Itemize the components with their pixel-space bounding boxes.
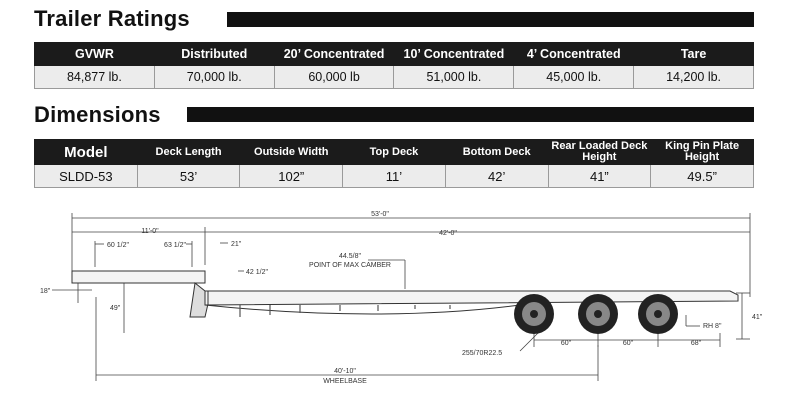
camber-value: 44.5/8" xyxy=(339,253,361,260)
wheelbase-value: 40'-10" xyxy=(334,368,356,375)
ratings-header-10-concentrated: 10’ Concentrated xyxy=(394,43,514,66)
dim-rh: RH 8" xyxy=(703,323,722,330)
ratings-value-gvwr: 84,877 lb. xyxy=(35,66,155,89)
dimensions-header-model: Model xyxy=(35,140,138,165)
ratings-header-tare: Tare xyxy=(634,43,754,66)
ratings-value-10-concentrated: 51,000 lb. xyxy=(394,66,514,89)
ratings-header-4-concentrated: 4’ Concentrated xyxy=(514,43,634,66)
ratings-value-row xyxy=(35,66,754,89)
dimensions-value-row xyxy=(35,165,754,188)
dimensions-header-rear-loaded-deck-height: Rear Loaded Deck Height xyxy=(548,140,651,165)
ratings-title: Trailer Ratings xyxy=(34,6,190,31)
dimensions-title: Dimensions xyxy=(34,102,161,127)
ratings-table xyxy=(34,42,754,89)
dim-18: 18" xyxy=(40,288,51,295)
wheelbase-label: WHEELBASE xyxy=(323,378,367,385)
dim-49: 49" xyxy=(110,305,121,312)
dimensions-table xyxy=(34,139,754,188)
ratings-value-4-concentrated: 45,000 lb. xyxy=(514,66,634,89)
dim-overall-length: 53'-0" xyxy=(371,211,389,218)
dimensions-header-bottom-deck: Bottom Deck xyxy=(445,140,548,165)
dim-21: 21" xyxy=(231,241,242,248)
dim-spread-2: 60" xyxy=(622,340,634,347)
dimensions-value-king-pin-plate-height: 49.5” xyxy=(651,165,754,188)
ratings-header-row xyxy=(35,43,754,66)
dimensions-value-model: SLDD-53 xyxy=(35,165,138,188)
dim-top-deck: 11'-0" xyxy=(141,228,159,235)
ratings-header-gvwr: GVWR xyxy=(35,43,155,66)
dimensions-value-rear-loaded-deck-height: 41” xyxy=(548,165,651,188)
dimensions-heading xyxy=(34,100,161,130)
ratings-heading xyxy=(34,4,190,34)
dim-60-half: 60 1/2" xyxy=(107,242,129,249)
dim-42-half: 42 1/2" xyxy=(246,269,268,276)
dimensions-header-outside-width: Outside Width xyxy=(240,140,343,165)
dimensions-title-bar xyxy=(187,107,754,122)
dimensions-value-bottom-deck: 42’ xyxy=(445,165,548,188)
dimensions-header-row xyxy=(35,140,754,165)
dim-spread-1: 60" xyxy=(560,340,572,347)
camber-label: POINT OF MAX CAMBER xyxy=(309,262,391,269)
ratings-title-bar xyxy=(227,12,754,27)
dim-41: 41" xyxy=(752,314,763,321)
dimensions-header-deck-length: Deck Length xyxy=(137,140,240,165)
dimensions-header-top-deck: Top Deck xyxy=(343,140,446,165)
ratings-header-20-concentrated: 20’ Concentrated xyxy=(274,43,394,66)
dim-63-half: 63 1/2" xyxy=(164,242,186,249)
ratings-value-20-concentrated: 60,000 lb xyxy=(274,66,394,89)
dimensions-value-top-deck: 11’ xyxy=(343,165,446,188)
axle-3-wheel xyxy=(638,294,678,334)
dim-tire: 255/70R22.5 xyxy=(462,350,503,357)
ratings-value-distributed: 70,000 lb. xyxy=(154,66,274,89)
axle-1-wheel xyxy=(514,294,554,334)
axle-2-wheel xyxy=(578,294,618,334)
dim-bottom-deck: 42'-0" xyxy=(439,230,457,237)
ratings-value-tare: 14,200 lb. xyxy=(634,66,754,89)
ratings-header-distributed: Distributed xyxy=(154,43,274,66)
dim-rear-overhang: 68" xyxy=(690,340,702,347)
dimensions-value-outside-width: 102” xyxy=(240,165,343,188)
trailer-side-view-diagram xyxy=(0,205,787,395)
dimensions-value-deck-length: 53’ xyxy=(137,165,240,188)
dimensions-header-king-pin-plate-height: King Pin Plate Height xyxy=(651,140,754,165)
